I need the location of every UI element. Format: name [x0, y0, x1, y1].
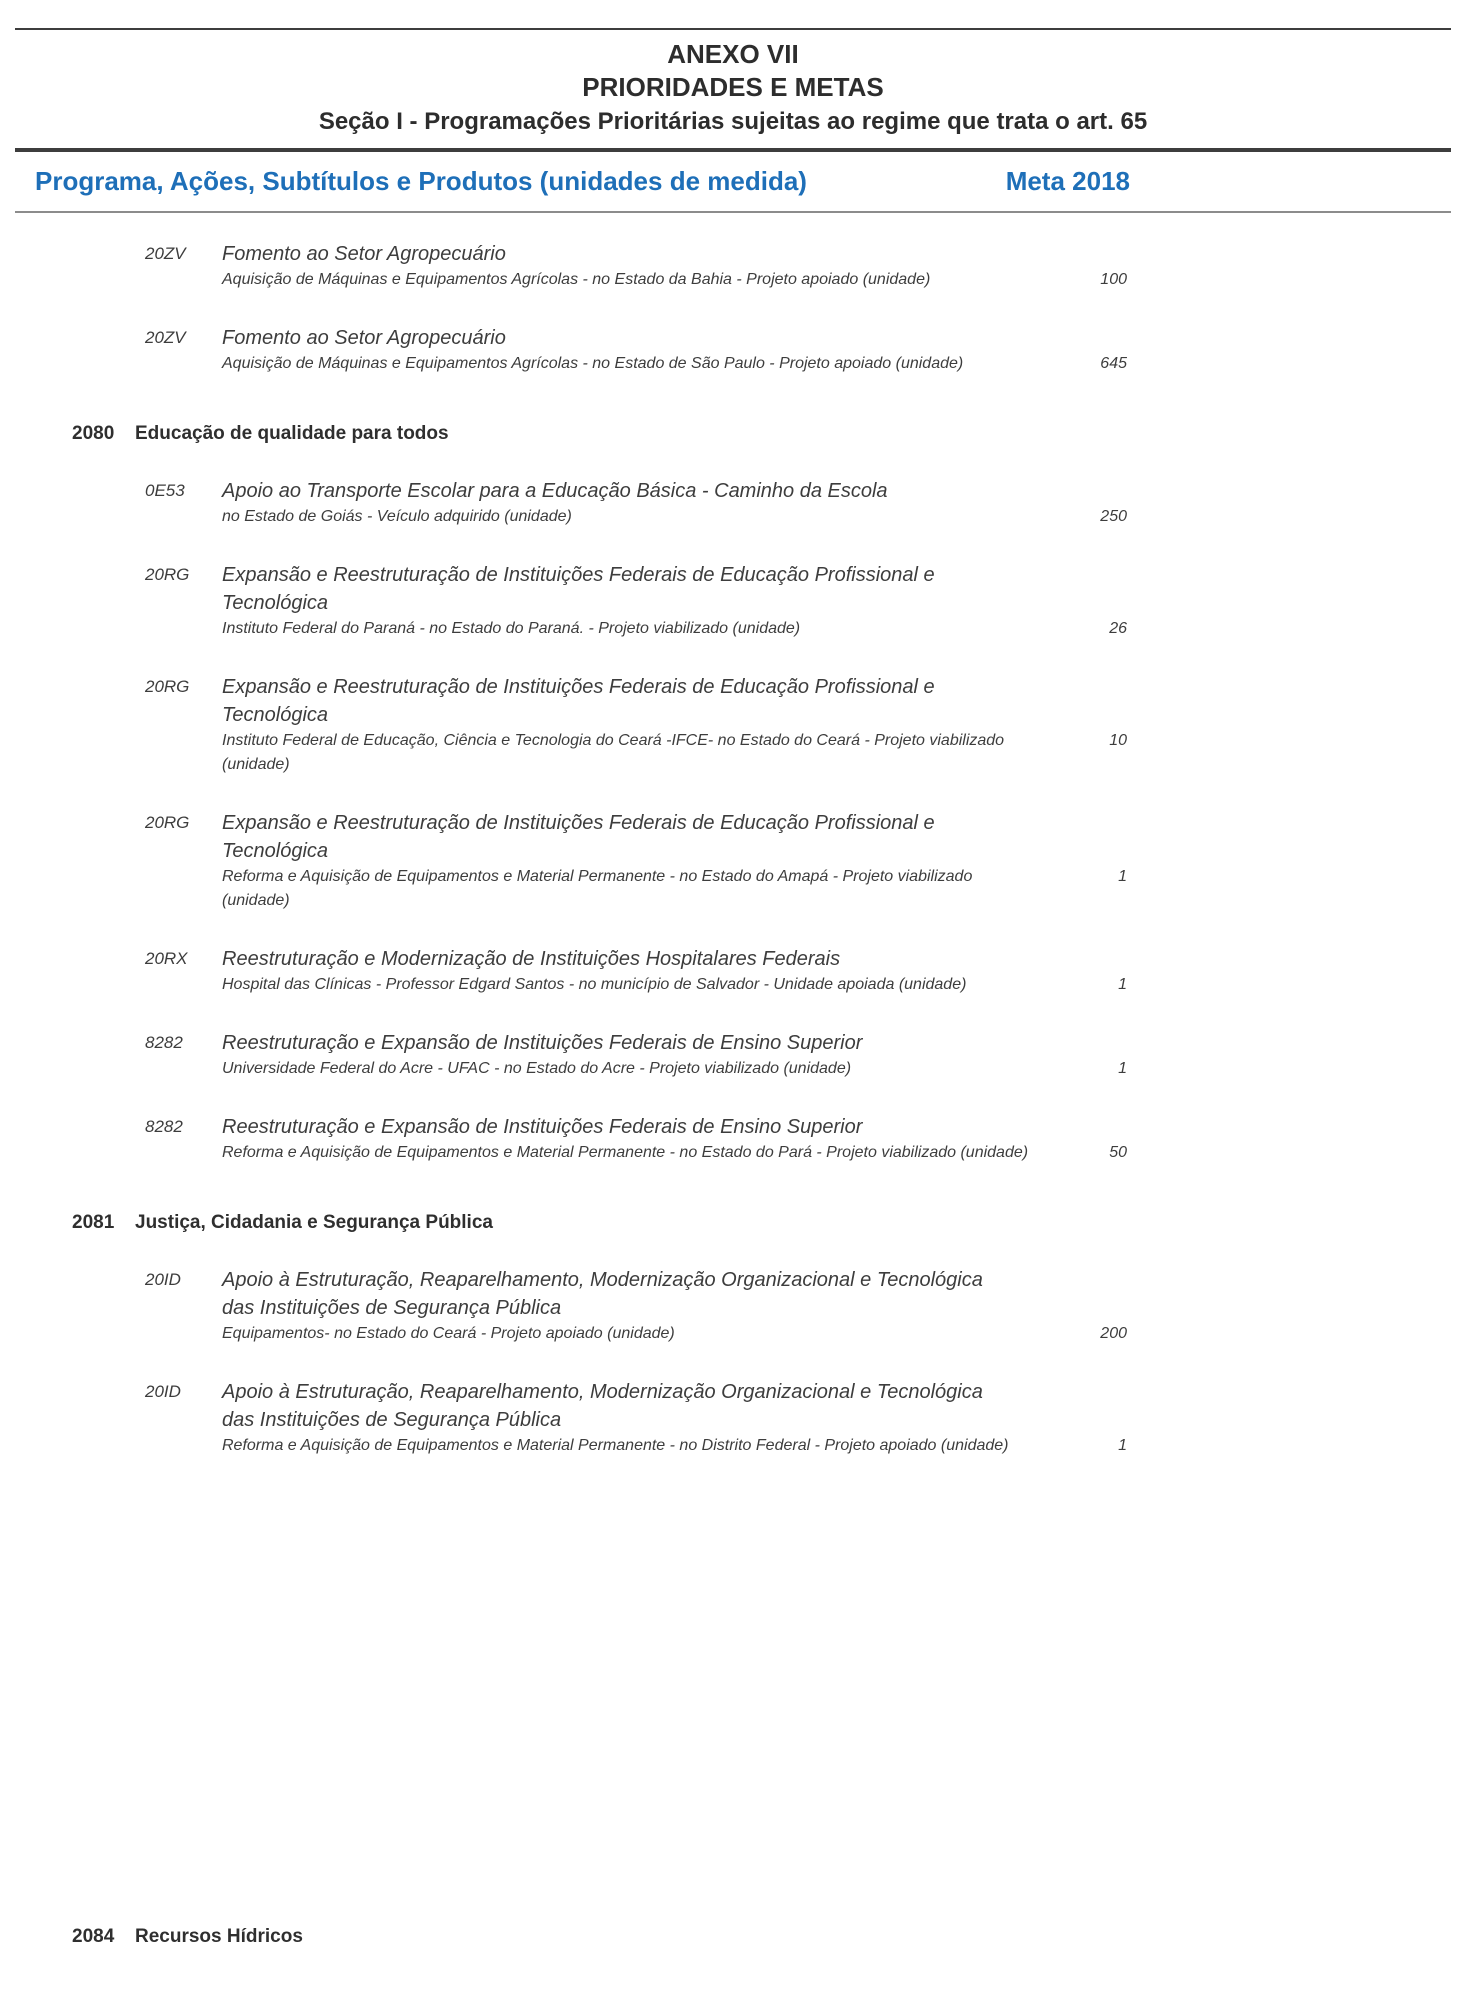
- program-code: 2084: [72, 1926, 115, 1947]
- action-title: Fomento ao Setor Agropecuário: [222, 243, 506, 265]
- program-heading: [72, 408, 1127, 448]
- document-header: [0, 38, 1466, 138]
- action-entry: [145, 945, 1127, 997]
- action-subtitle-row: [222, 1057, 1127, 1081]
- program-code: 2081: [72, 1212, 115, 1233]
- action-title: Reestruturação e Expansão de Instituições Federais de Ensino Superior: [222, 1116, 863, 1138]
- action-meta-value: 1: [1118, 1060, 1127, 1077]
- action-subtitle: no Estado de Goiás - Veículo adquirido (unidade): [222, 508, 572, 525]
- action-title: Reestruturação e Expansão de Instituições Federais de Ensino Superior: [222, 1032, 863, 1054]
- action-subtitle-row: [222, 973, 1127, 997]
- action-meta-value: 250: [1100, 508, 1127, 525]
- action-code: 8282: [145, 1033, 183, 1052]
- action-subtitle-row: [222, 505, 1127, 529]
- action-entry: [145, 809, 1127, 913]
- action-subtitle: Universidade Federal do Acre - UFAC - no Estado do Acre - Projeto viabilizado (unidade): [222, 1060, 852, 1077]
- action-code: 20RG: [145, 677, 190, 696]
- document-body: [0, 213, 1466, 1951]
- action-code: 20RG: [145, 565, 190, 584]
- action-title: Expansão e Reestruturação de Instituições Federais de Educação Profissional e Tecnológica: [222, 676, 935, 726]
- action-subtitle-row: [222, 1434, 1127, 1458]
- action-entry: [145, 477, 1127, 529]
- action-subtitle-row: [222, 865, 1127, 913]
- action-main: [222, 240, 1127, 292]
- action-code: 20RX: [145, 949, 188, 968]
- action-main: [222, 324, 1127, 376]
- action-meta-value: 645: [1100, 355, 1127, 372]
- action-code: 0E53: [145, 481, 185, 500]
- action-subtitle-row: [222, 352, 1127, 376]
- program-heading: [72, 1490, 1127, 1951]
- top-rule: [15, 28, 1451, 30]
- action-entry: [145, 240, 1127, 292]
- action-code: 20ZV: [145, 244, 186, 263]
- action-meta-value: 50: [1109, 1144, 1127, 1161]
- action-subtitle: Aquisição de Máquinas e Equipamentos Agrícolas - no Estado da Bahia - Projeto apoiado (unidade): [222, 271, 931, 288]
- action-main: [222, 1378, 1127, 1458]
- action-meta-value: 200: [1100, 1325, 1127, 1342]
- program-code: 2080: [72, 423, 115, 444]
- action-subtitle-row: [222, 617, 1127, 641]
- annex-title: ANEXO VII: [667, 39, 799, 69]
- action-title: Expansão e Reestruturação de Instituições Federais de Educação Profissional e Tecnológica: [222, 812, 935, 862]
- program-heading: [72, 1197, 1127, 1237]
- action-entry: [145, 1378, 1127, 1458]
- program-title: Recursos Hídricos: [135, 1926, 303, 1947]
- action-entry: [145, 324, 1127, 376]
- section-title: Seção I - Programações Prioritárias sujeitas ao regime que trata o art. 65: [318, 108, 1148, 135]
- action-meta-value: 1: [1118, 868, 1127, 885]
- action-entry: [145, 1113, 1127, 1165]
- action-title: Apoio à Estruturação, Reaparelhamento, Modernização Organizacional e Tecnológica das Instituições de Segurança Pública: [222, 1269, 983, 1319]
- program-title: Justiça, Cidadania e Segurança Pública: [135, 1212, 493, 1233]
- action-title: Reestruturação e Modernização de Instituições Hospitalares Federais: [222, 948, 841, 970]
- action-entry: [145, 561, 1127, 641]
- column-header-row: [0, 152, 1466, 198]
- action-subtitle: Reforma e Aquisição de Equipamentos e Material Permanente - no Distrito Federal - Projeto apoiado (unidade): [222, 1437, 1009, 1454]
- action-main: [222, 1266, 1127, 1346]
- action-title: Apoio ao Transporte Escolar para a Educação Básica - Caminho da Escola: [222, 480, 888, 502]
- action-main: [222, 673, 1127, 777]
- action-entry: [145, 673, 1127, 777]
- action-code: 8282: [145, 1117, 183, 1136]
- action-subtitle: Instituto Federal de Educação, Ciência e Tecnologia do Ceará -IFCE- no Estado do Ceará - Projeto viabilizado (unidade): [222, 732, 1005, 773]
- action-meta-value: 100: [1100, 271, 1127, 288]
- action-code: 20RG: [145, 813, 190, 832]
- action-main: [222, 809, 1127, 913]
- column-header-programs: Programa, Ações, Subtítulos e Produtos (unidades de medida): [35, 166, 807, 196]
- action-entry: [145, 1029, 1127, 1081]
- program-title: Educação de qualidade para todos: [135, 423, 449, 444]
- action-main: [222, 945, 1127, 997]
- action-main: [222, 1029, 1127, 1081]
- action-subtitle-row: [222, 268, 1127, 292]
- action-subtitle: Instituto Federal do Paraná - no Estado do Paraná. - Projeto viabilizado (unidade): [222, 620, 801, 637]
- action-subtitle-row: [222, 1322, 1127, 1346]
- action-meta-value: 1: [1118, 976, 1127, 993]
- action-subtitle: Reforma e Aquisição de Equipamentos e Material Permanente - no Estado do Amapá - Projeto viabilizado (unidade): [222, 868, 973, 909]
- action-title: Fomento ao Setor Agropecuário: [222, 327, 506, 349]
- action-subtitle: Reforma e Aquisição de Equipamentos e Material Permanente - no Estado do Pará - Projeto viabilizado (unidade): [222, 1144, 1029, 1161]
- annex-subtitle: PRIORIDADES E METAS: [582, 72, 884, 102]
- document-page: [0, 28, 1466, 1951]
- action-code: 20ID: [145, 1270, 181, 1289]
- action-code: 20ZV: [145, 328, 186, 347]
- action-meta-value: 26: [1109, 620, 1127, 637]
- action-main: [222, 561, 1127, 641]
- action-entry: [145, 1266, 1127, 1346]
- action-subtitle: Aquisição de Máquinas e Equipamentos Agrícolas - no Estado de São Paulo - Projeto apoiado (unidade): [222, 355, 964, 372]
- action-subtitle: Hospital das Clínicas - Professor Edgard Santos - no município de Salvador - Unidade apoiada (unidade): [222, 976, 967, 993]
- action-meta-value: 1: [1118, 1437, 1127, 1454]
- column-header-meta-2018: Meta 2018: [1005, 166, 1130, 196]
- action-main: [222, 477, 1127, 529]
- action-title: Expansão e Reestruturação de Instituições Federais de Educação Profissional e Tecnológica: [222, 564, 935, 614]
- action-subtitle-row: [222, 729, 1127, 777]
- action-meta-value: 10: [1109, 732, 1127, 749]
- action-main: [222, 1113, 1127, 1165]
- action-title: Apoio à Estruturação, Reaparelhamento, Modernização Organizacional e Tecnológica das Instituições de Segurança Pública: [222, 1381, 983, 1431]
- action-subtitle: Equipamentos- no Estado do Ceará - Projeto apoiado (unidade): [222, 1325, 675, 1342]
- action-code: 20ID: [145, 1382, 181, 1401]
- action-subtitle-row: [222, 1141, 1127, 1165]
